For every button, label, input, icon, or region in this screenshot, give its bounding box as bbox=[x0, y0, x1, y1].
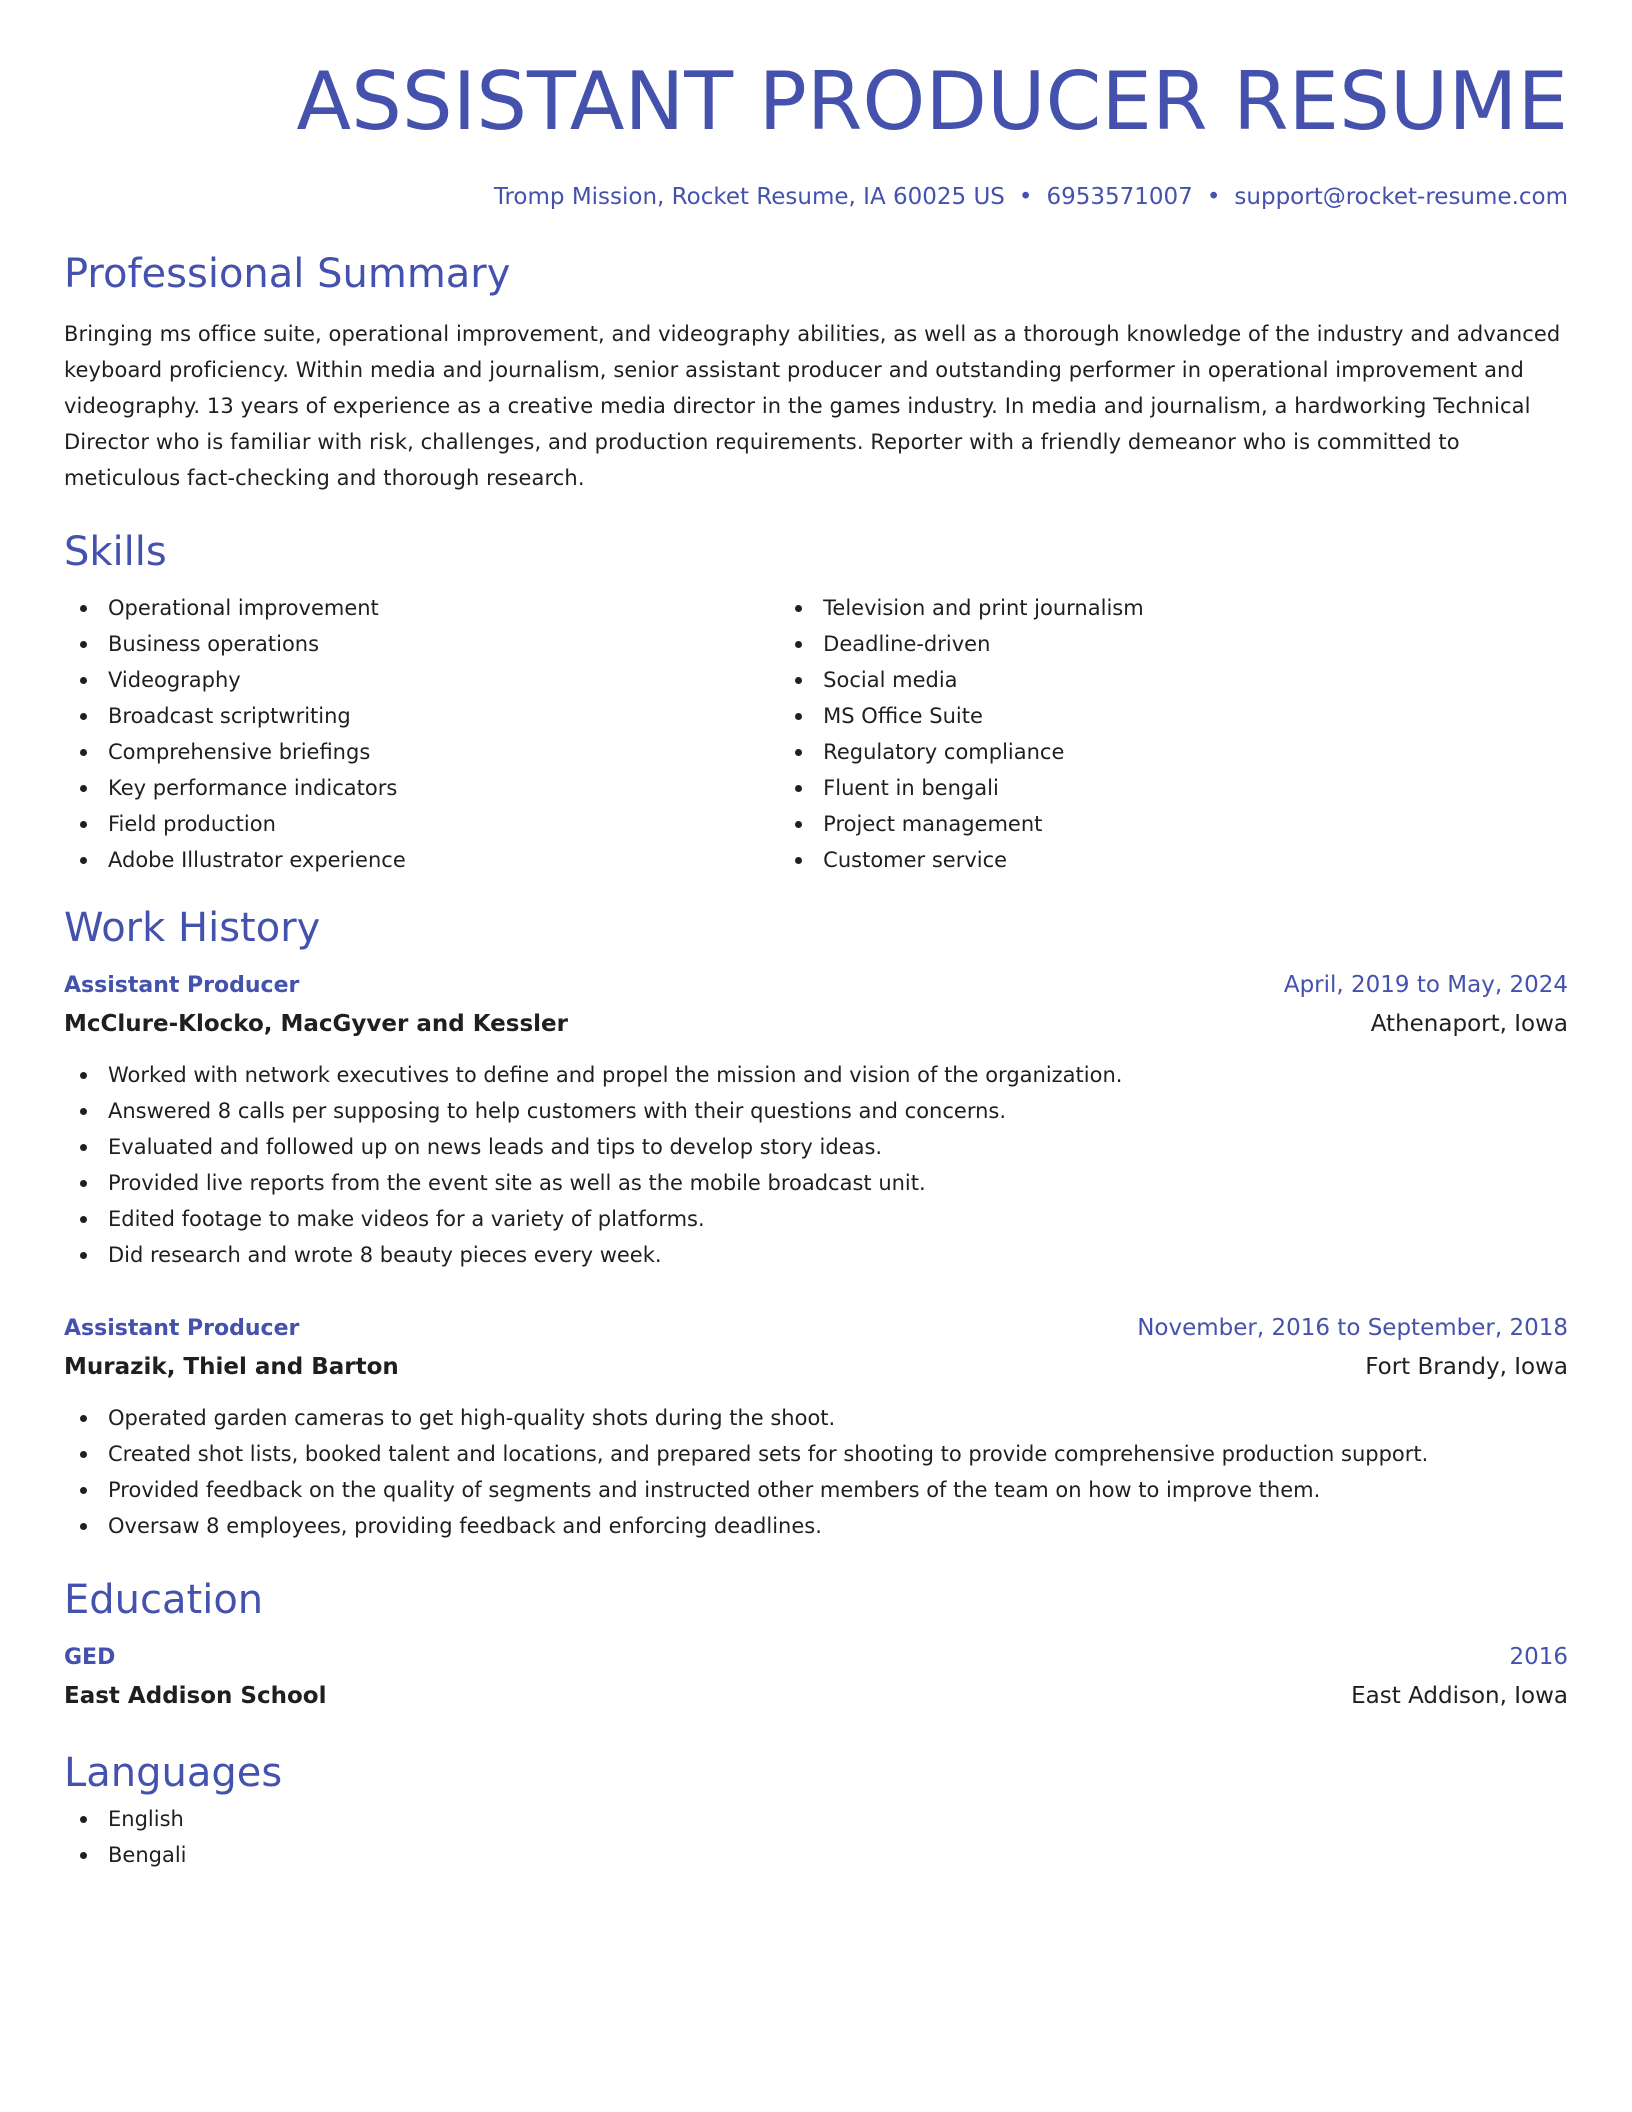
job-bullet: Evaluated and followed up on news leads and tips to develop story ideas. bbox=[64, 1129, 1568, 1165]
skill-item: Social media bbox=[779, 662, 1568, 698]
education-year: 2016 bbox=[1509, 1644, 1568, 1670]
skill-item: Field production bbox=[64, 806, 779, 842]
skills-column-right bbox=[779, 590, 1568, 878]
job-entry bbox=[64, 966, 1568, 1273]
job-bullet: Answered 8 calls per supposing to help customers with their questions and concerns. bbox=[64, 1093, 1568, 1129]
skill-item: Television and print journalism bbox=[779, 590, 1568, 626]
education-school: East Addison School bbox=[64, 1683, 327, 1709]
job-company: McClure-Klocko, MacGyver and Kessler bbox=[64, 1011, 568, 1037]
skill-item: Business operations bbox=[64, 626, 779, 662]
job-dates: April, 2019 to May, 2024 bbox=[1283, 972, 1568, 998]
section-title-education: Education bbox=[64, 1577, 264, 1623]
job-bullet: Provided live reports from the event site as well as the mobile broadcast unit. bbox=[64, 1165, 1568, 1201]
job-bullets bbox=[64, 1057, 1568, 1273]
language-item: English bbox=[64, 1801, 1568, 1837]
skill-item: Adobe Illustrator experience bbox=[64, 842, 779, 878]
skill-item: Operational improvement bbox=[64, 590, 779, 626]
job-bullet: Created shot lists, booked talent and locations, and prepared sets for shooting to provide comprehensive production support. bbox=[64, 1436, 1568, 1472]
skills-column-left bbox=[64, 590, 779, 878]
education-degree: GED bbox=[64, 1645, 116, 1670]
job-bullet: Operated garden cameras to get high-quality shots during the shoot. bbox=[64, 1400, 1568, 1436]
job-header-row bbox=[64, 966, 1568, 1005]
skill-item: Videography bbox=[64, 662, 779, 698]
job-company-row bbox=[64, 1348, 1568, 1386]
skill-item: Project management bbox=[779, 806, 1568, 842]
contact-address: Tromp Mission, Rocket Resume, IA 60025 US bbox=[493, 184, 1005, 210]
job-bullets bbox=[64, 1400, 1568, 1544]
skill-item: Key performance indicators bbox=[64, 770, 779, 806]
education-entry bbox=[64, 1638, 1568, 1715]
summary-text: Bringing ms office suite, operational improvement, and videography abilities, as well as a thorough knowledge of the industry and advanced keyboard proficiency. Within media and journalism, senior assistant producer and outstanding performer in operational improvement and videography. 13 years of experience as a creative media director in the games industry. In media and journalism, a hardworking Technical Director who is familiar with risk, challenges, and production requirements. Reporter with a friendly demeanor who is committed to meticulous fact-checking and thorough research. bbox=[64, 322, 1561, 490]
education-header-row bbox=[64, 1638, 1568, 1677]
job-bullet: Edited footage to make videos for a variety of platforms. bbox=[64, 1201, 1568, 1237]
skill-item: Deadline-driven bbox=[779, 626, 1568, 662]
contact-line bbox=[64, 180, 1568, 214]
contact-phone: 6953571007 bbox=[1046, 184, 1193, 210]
languages-list bbox=[64, 1801, 1568, 1873]
job-title: Assistant Producer bbox=[64, 1316, 300, 1341]
contact-email: support@rocket-resume.com bbox=[1234, 184, 1568, 210]
job-location: Athenaport, Iowa bbox=[1370, 1011, 1568, 1037]
section-title-summary: Professional Summary bbox=[64, 251, 511, 297]
job-bullet: Provided feedback on the quality of segments and instructed other members of the team on how to improve them. bbox=[64, 1472, 1568, 1508]
contact-separator: • bbox=[1018, 184, 1033, 210]
skill-item: Regulatory compliance bbox=[779, 734, 1568, 770]
education-location: East Addison, Iowa bbox=[1351, 1683, 1568, 1709]
language-item: Bengali bbox=[64, 1837, 1568, 1873]
contact-separator: • bbox=[1206, 184, 1221, 210]
job-bullet: Oversaw 8 employees, providing feedback and enforcing deadlines. bbox=[64, 1508, 1568, 1544]
resume-title: ASSISTANT PRODUCER RESUME bbox=[296, 55, 1568, 148]
job-title: Assistant Producer bbox=[64, 973, 300, 998]
job-location: Fort Brandy, Iowa bbox=[1365, 1354, 1568, 1380]
job-dates: November, 2016 to September, 2018 bbox=[1137, 1315, 1568, 1341]
education-school-row bbox=[64, 1677, 1568, 1715]
skill-item: Customer service bbox=[779, 842, 1568, 878]
job-company-row bbox=[64, 1005, 1568, 1043]
skill-item: Broadcast scriptwriting bbox=[64, 698, 779, 734]
skills-grid bbox=[64, 590, 1568, 878]
section-title-languages: Languages bbox=[64, 1750, 283, 1796]
section-title-skills: Skills bbox=[64, 529, 167, 575]
job-entry bbox=[64, 1309, 1568, 1544]
job-header-row bbox=[64, 1309, 1568, 1348]
job-company: Murazik, Thiel and Barton bbox=[64, 1354, 399, 1380]
skill-item: Fluent in bengali bbox=[779, 770, 1568, 806]
resume-header bbox=[64, 52, 1568, 214]
job-bullet: Worked with network executives to define and propel the mission and vision of the organization. bbox=[64, 1057, 1568, 1093]
section-title-work-history: Work History bbox=[64, 905, 321, 951]
skill-item: Comprehensive briefings bbox=[64, 734, 779, 770]
job-bullet: Did research and wrote 8 beauty pieces every week. bbox=[64, 1237, 1568, 1273]
skill-item: MS Office Suite bbox=[779, 698, 1568, 734]
